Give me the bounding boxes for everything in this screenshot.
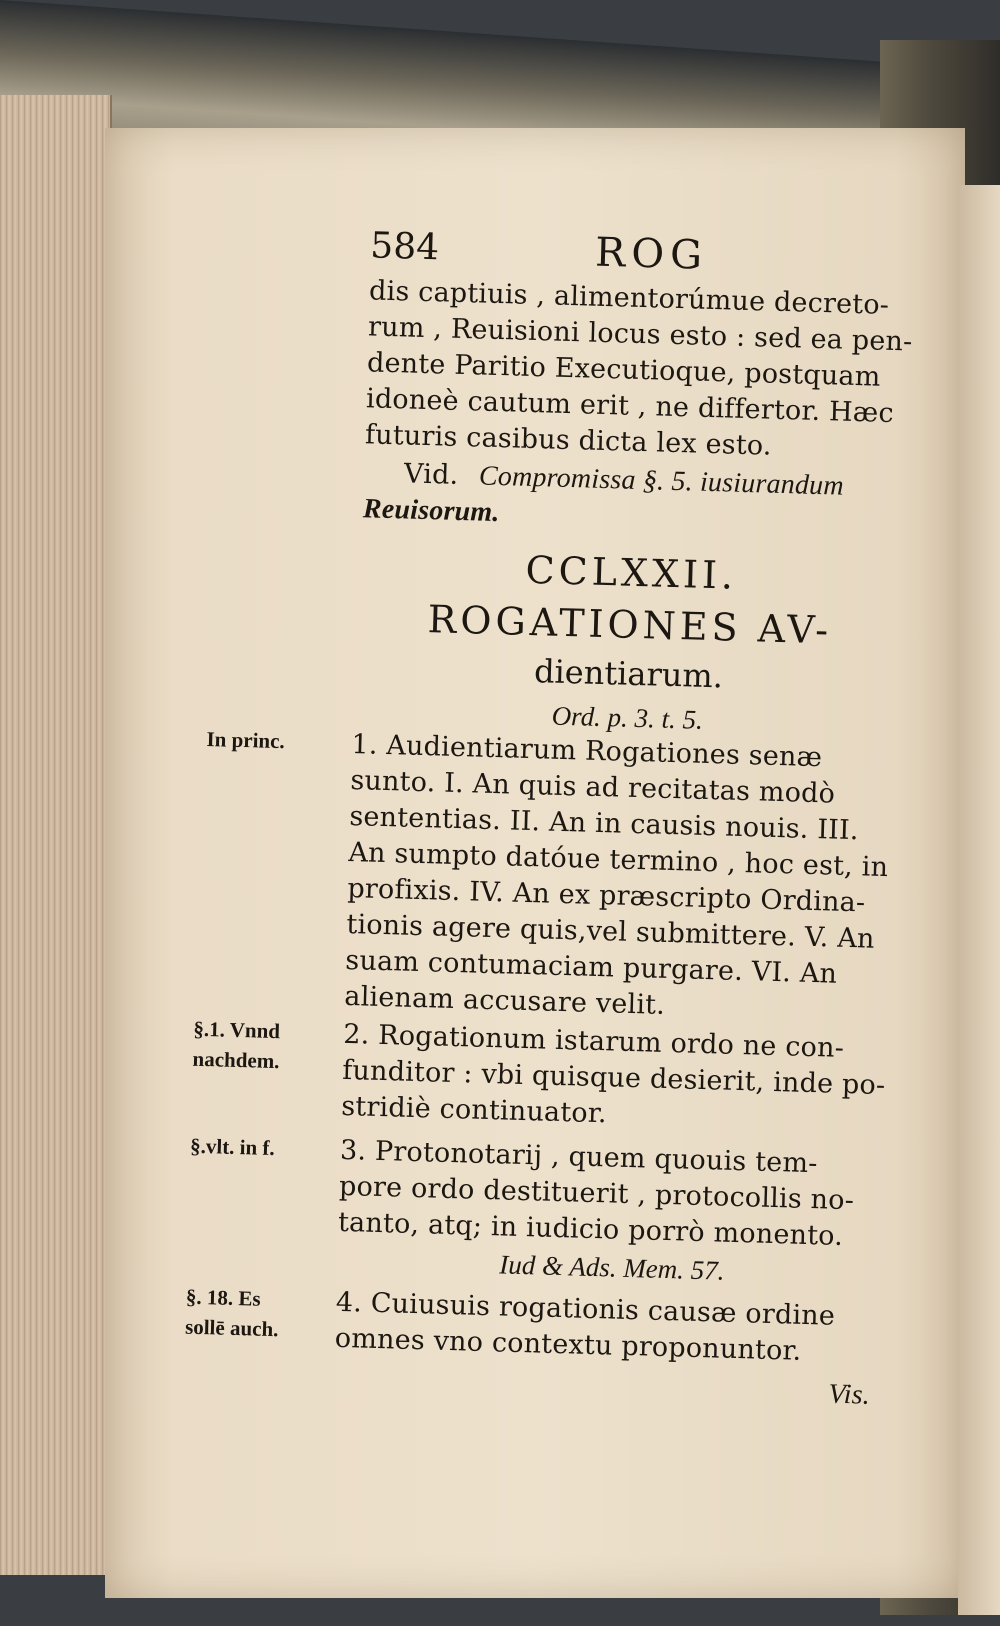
section-title-2: dientiarum. (533, 652, 724, 696)
page-number: 584 (369, 225, 440, 269)
vid-label: Vid. (403, 458, 459, 491)
p4-line-1: 4. Cuiusuis rogationis causæ ordine (335, 1286, 836, 1332)
running-head: ROG (594, 229, 709, 279)
p1-line-8: alienam accusare velit. (343, 980, 666, 1021)
p1-line-5: profixis. IV. An ex præscripto Ordina- (346, 872, 866, 919)
p2-line-3: stridiè continuator. (340, 1090, 608, 1130)
margin-note-1: In princ. (206, 726, 286, 754)
p1-line-4: An sumpto datóue termino , hoc est, in (348, 837, 889, 884)
p3-line-1: 3. Protonotarij , quem quouis tem- (339, 1134, 818, 1180)
p1-line-2: sunto. I. An quis ad recitatas modò (350, 765, 836, 810)
prev-line-1: dis captiuis , alimentorúmue decreto- (368, 275, 890, 321)
margin-note-3: §.vlt. in f. (189, 1133, 276, 1161)
vid-reference-2: Reuisorum. (362, 493, 501, 529)
section-number: CCLXXII. (524, 547, 738, 598)
p4-line-2: omnes vno contextu proponuntor. (334, 1322, 802, 1367)
prev-line-4: idoneè cautum erit , ne differtor. Hæc (365, 383, 895, 430)
p1-line-1: 1. Audientiarum Rogationes senæ (351, 729, 823, 774)
ordinance-reference: Ord. p. 3. t. 5. (551, 700, 704, 735)
p1-line-7: suam contumaciam purgare. VI. An (344, 944, 838, 990)
prev-line-3: dente Paritio Executioque, postquam (366, 347, 881, 393)
p3-line-3: tanto, atq; in iudicio porrò monento. (337, 1206, 844, 1252)
p2-line-2: funditor : vbi quisque desierit, inde po- (341, 1054, 886, 1102)
p2-line-1: 2. Rogationum istarum ordo ne con- (342, 1018, 845, 1064)
margin-note-2a: §.1. Vnnd (193, 1016, 281, 1044)
vid-reference-1: Compromissa §. 5. iusiurandum (478, 460, 845, 502)
catchword: Vis. (828, 1378, 871, 1411)
p3-reference: Iud & Ads. Mem. 57. (498, 1249, 725, 1286)
prev-line-2: rum , Reuisioni locus esto : sed ea pen- (367, 311, 913, 358)
p1-line-6: tionis agere quis,vel submittere. V. An (345, 908, 876, 955)
p1-line-3: sententias. II. An in causis nouis. III. (349, 801, 860, 847)
prev-line-5: futuris casibus dicta lex esto. (364, 419, 773, 462)
margin-note-4a: §. 18. Es (185, 1284, 261, 1311)
margin-note-2b: nachdem. (192, 1046, 280, 1074)
section-title-1: ROGATIONES AV- (427, 597, 833, 653)
p3-line-2: pore ordo destituerit , protocollis no- (338, 1170, 855, 1217)
margin-note-4b: sollē auch. (184, 1314, 279, 1342)
